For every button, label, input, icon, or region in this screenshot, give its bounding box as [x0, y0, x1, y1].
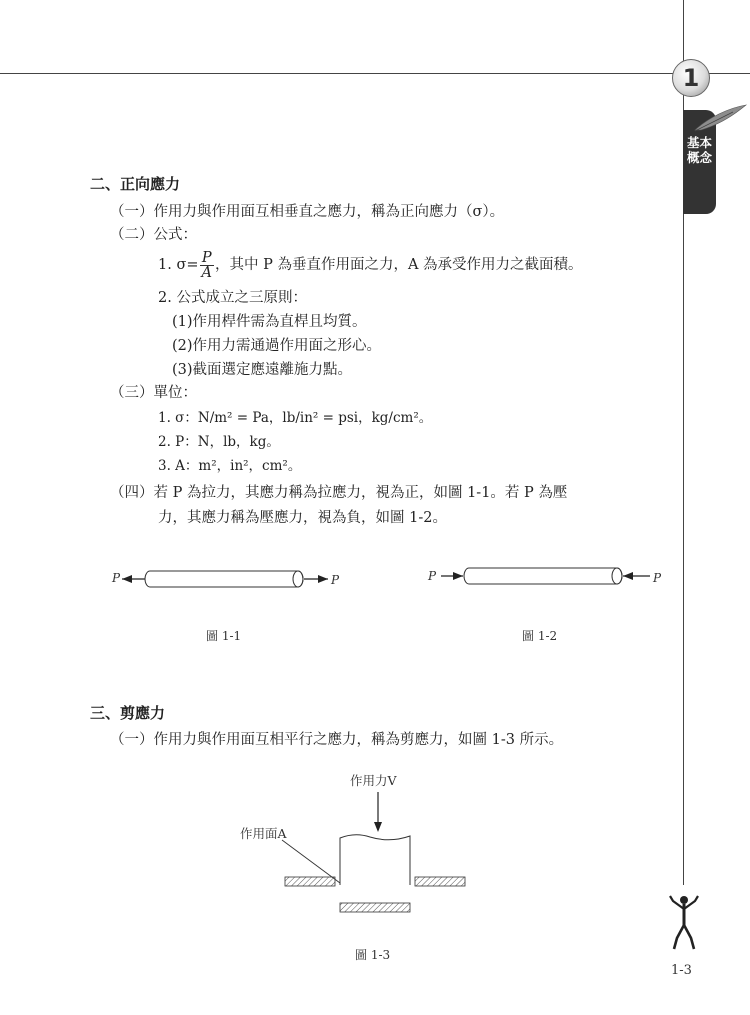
figure-1-2-caption: 圖 1-2	[522, 629, 558, 643]
fig3-force-label: 作用力V	[350, 773, 397, 788]
fig3-face-label: 作用面A	[240, 826, 287, 841]
formula-fraction	[200, 251, 214, 280]
header-rule	[0, 73, 750, 74]
shear-item-1: （一）作用力與作用面互相平行之應力，稱為剪應力，如圖 1-3 所示。	[110, 732, 564, 748]
mascot-figure-icon	[668, 893, 700, 951]
feather-quill-icon	[693, 104, 748, 134]
principle-1: (1)作用桿件需為直桿且均質。	[172, 314, 367, 330]
page-number: 1-3	[671, 963, 692, 978]
figure-1-3-caption: 圖 1-3	[355, 948, 391, 962]
fig1-force-label-right: P	[331, 573, 340, 587]
unit-line-1: 1. σ：N/m² = Pa，lb/in² = psi，kg/cm²。	[158, 410, 433, 426]
fig1-force-label-left: P	[112, 571, 121, 585]
text-item-3: （三）單位：	[110, 385, 197, 401]
formula-line	[158, 250, 583, 280]
formula-suffix: ，其中 P 為垂直作用面之力，A 為承受作用力之截面積。	[214, 257, 583, 273]
text-item-1: （一）作用力與作用面互相垂直之應力，稱為正向應力（σ）。	[110, 204, 505, 220]
fig2-force-label-right: P	[653, 571, 662, 585]
principles-title: 2. 公式成立之三原則：	[158, 290, 307, 306]
principle-3: (3)截面選定應遠離施力點。	[172, 362, 353, 378]
chapter-tab-label: 基本概念	[686, 135, 712, 165]
principle-2: (2)作用力需通過作用面之形心。	[172, 338, 382, 354]
figure-1-1-caption: 圖 1-1	[206, 629, 242, 643]
fig2-force-label-left: P	[428, 569, 437, 583]
section-heading-normal-stress: 二、正向應力	[90, 175, 181, 193]
figure-1-2-compression-bar	[425, 560, 665, 592]
formula-denominator: A	[201, 264, 212, 281]
chapter-number-badge: 1	[672, 59, 710, 97]
unit-line-3: 3. A：m²，in²，cm²。	[158, 458, 302, 474]
unit-line-2: 2. P：N，lb，kg。	[158, 434, 280, 450]
formula-numerator: P	[200, 251, 214, 266]
section-heading-shear-stress: 三、剪應力	[90, 704, 166, 722]
text-item-4-line-2: 力，其應力稱為壓應力，視為負，如圖 1-2。	[158, 510, 447, 526]
text-item-2: （二）公式：	[110, 227, 197, 243]
formula-prefix: 1. σ=	[158, 257, 199, 273]
figure-1-1-tension-bar	[108, 563, 358, 595]
figure-1-3-shear-diagram	[240, 790, 480, 920]
text-item-4-line-1: （四）若 P 為拉力，其應力稱為拉應力，視為正，如圖 1-1。若 P 為壓	[110, 485, 568, 501]
